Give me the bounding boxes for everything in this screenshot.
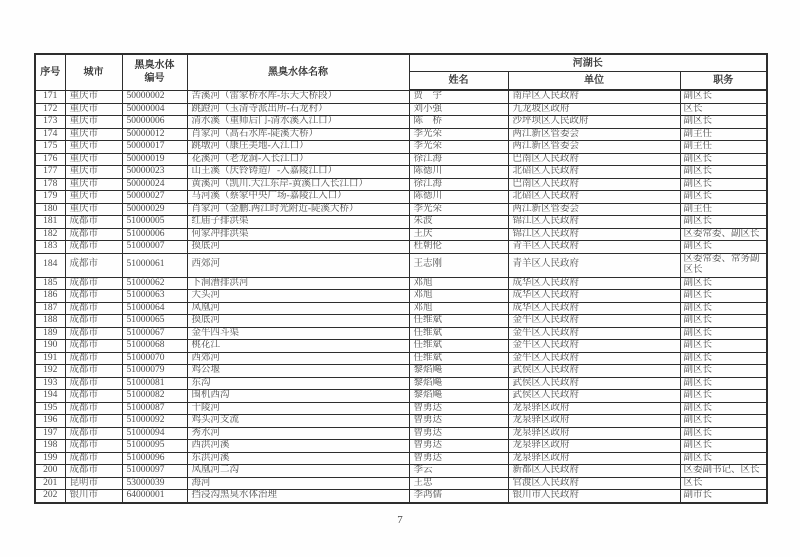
cell-index: 179 — [35, 191, 65, 204]
table-row — [35, 365, 767, 378]
cell-name: 摸底河 — [187, 315, 409, 328]
cell-name: 金牛四斗渠 — [187, 327, 409, 340]
cell-chief_title: 副区长 — [680, 166, 767, 179]
cell-index: 189 — [35, 327, 65, 340]
cell-chief_title: 副区长 — [680, 452, 767, 465]
cell-chief_name: 黎焰飚 — [409, 377, 508, 390]
cell-chief_name: 任维斌 — [409, 340, 508, 353]
cell-chief_name: 李光荣 — [409, 141, 508, 154]
cell-code: 51000063 — [122, 290, 187, 303]
cell-chief_name: 朱波 — [409, 216, 508, 229]
cell-chief_title: 区委常委、常务副区长 — [680, 253, 767, 277]
cell-city: 成都市 — [65, 315, 122, 328]
cell-chief_name: 任维斌 — [409, 327, 508, 340]
cell-chief_name: 李光荣 — [409, 203, 508, 216]
col-header-chief-name: 姓名 — [409, 72, 508, 91]
cell-chief_name: 陈 桥 — [409, 116, 508, 129]
cell-chief_title: 副区长 — [680, 440, 767, 453]
cell-name: 苦溪河（雷家桥水库-乐天大桥段） — [187, 90, 409, 103]
cell-index: 199 — [35, 452, 65, 465]
table-body — [35, 90, 767, 503]
cell-code: 50000024 — [122, 178, 187, 191]
table-row — [35, 153, 767, 166]
cell-chief_name: 陈德川 — [409, 166, 508, 179]
cell-city: 成都市 — [65, 302, 122, 315]
cell-chief_unit: 两江新区管委会 — [508, 203, 680, 216]
cell-chief_unit: 金牛区人民政府 — [508, 340, 680, 353]
cell-index: 198 — [35, 440, 65, 453]
cell-chief_name: 王志刚 — [409, 253, 508, 277]
cell-code: 51000095 — [122, 440, 187, 453]
cell-chief_unit: 武侯区人民政府 — [508, 365, 680, 378]
table-row — [35, 490, 767, 503]
cell-index: 178 — [35, 178, 65, 191]
col-header-code: 黑臭水体编号 — [122, 54, 187, 90]
table-row — [35, 427, 767, 440]
cell-city: 成都市 — [65, 390, 122, 403]
cell-code: 50000017 — [122, 141, 187, 154]
cell-city: 成都市 — [65, 365, 122, 378]
cell-chief_title: 区委常委、副区长 — [680, 228, 767, 241]
cell-name: 跳蹬河（玉清寺派出所-石龙村） — [187, 103, 409, 116]
cell-chief_name: 王庆 — [409, 228, 508, 241]
cell-name: 海河 — [187, 477, 409, 490]
cell-chief_unit: 沙坪坝区人民政府 — [508, 116, 680, 129]
cell-name: 肖家河（高石水库-陡溪大桥） — [187, 128, 409, 141]
cell-chief_name: 杜朝伦 — [409, 241, 508, 254]
cell-chief_title: 副区长 — [680, 390, 767, 403]
cell-chief_title: 副区长 — [680, 116, 767, 129]
blackwater-table — [34, 53, 768, 504]
table-row — [35, 290, 767, 303]
cell-city: 重庆市 — [65, 141, 122, 154]
cell-index: 183 — [35, 241, 65, 254]
cell-code: 51000065 — [122, 315, 187, 328]
table-row — [35, 103, 767, 116]
cell-chief_unit: 北碚区人民政府 — [508, 166, 680, 179]
cell-index: 200 — [35, 465, 65, 478]
cell-city: 银川市 — [65, 490, 122, 503]
cell-chief_unit: 巴南区人民政府 — [508, 178, 680, 191]
cell-name: 何家冲排洪渠 — [187, 228, 409, 241]
cell-city: 重庆市 — [65, 178, 122, 191]
cell-chief_name: 李鸿儒 — [409, 490, 508, 503]
cell-name: 马河溪（蔡家中央广场-嘉陵江入口） — [187, 191, 409, 204]
cell-chief_title: 副区长 — [680, 302, 767, 315]
cell-code: 51000005 — [122, 216, 187, 229]
cell-chief_unit: 龙泉驿区政府 — [508, 452, 680, 465]
cell-chief_unit: 成华区人民政府 — [508, 277, 680, 290]
cell-name: 西郊河 — [187, 253, 409, 277]
table-row — [35, 340, 767, 353]
cell-name: 红庙子排洪渠 — [187, 216, 409, 229]
cell-city: 成都市 — [65, 290, 122, 303]
cell-chief_name: 任维斌 — [409, 352, 508, 365]
cell-chief_name: 徐江海 — [409, 153, 508, 166]
cell-chief_unit: 九龙坡区政府 — [508, 103, 680, 116]
cell-city: 成都市 — [65, 241, 122, 254]
cell-code: 50000004 — [122, 103, 187, 116]
cell-chief_title: 副区长 — [680, 277, 767, 290]
cell-chief_name: 邓旭 — [409, 302, 508, 315]
cell-chief_unit: 锦江区人民政府 — [508, 216, 680, 229]
table-row — [35, 352, 767, 365]
cell-code: 50000002 — [122, 90, 187, 103]
cell-chief_title: 副区长 — [680, 90, 767, 103]
cell-name: 秀水河 — [187, 427, 409, 440]
cell-index: 177 — [35, 166, 65, 179]
cell-chief_name: 李云 — [409, 465, 508, 478]
cell-chief_name: 刘小强 — [409, 103, 508, 116]
cell-chief_title: 副区长 — [680, 415, 767, 428]
cell-index: 193 — [35, 377, 65, 390]
cell-chief_title: 副区长 — [680, 340, 767, 353]
cell-city: 成都市 — [65, 352, 122, 365]
cell-code: 50000023 — [122, 166, 187, 179]
cell-chief_unit: 两江新区管委会 — [508, 128, 680, 141]
cell-code: 51000087 — [122, 402, 187, 415]
cell-code: 51000092 — [122, 415, 187, 428]
table-row — [35, 141, 767, 154]
cell-name: 下涧漕排洪河 — [187, 277, 409, 290]
cell-chief_title: 区长 — [680, 103, 767, 116]
cell-chief_unit: 锦江区人民政府 — [508, 228, 680, 241]
cell-index: 171 — [35, 90, 65, 103]
cell-chief_unit: 官渡区人民政府 — [508, 477, 680, 490]
cell-chief_unit: 南岸区人民政府 — [508, 90, 680, 103]
cell-name: 西洪河溪 — [187, 440, 409, 453]
table-row — [35, 390, 767, 403]
cell-chief_name: 李光荣 — [409, 128, 508, 141]
cell-chief_name: 贾 宇 — [409, 90, 508, 103]
cell-chief_name: 曾勇达 — [409, 440, 508, 453]
cell-chief_unit: 银川市人民政府 — [508, 490, 680, 503]
table-row — [35, 377, 767, 390]
table-row — [35, 216, 767, 229]
cell-chief_title: 副区长 — [680, 402, 767, 415]
cell-name: 鸡头河支流 — [187, 415, 409, 428]
cell-index: 181 — [35, 216, 65, 229]
cell-chief_unit: 金牛区人民政府 — [508, 315, 680, 328]
cell-index: 182 — [35, 228, 65, 241]
cell-chief_title: 副区长 — [680, 327, 767, 340]
cell-chief_name: 曾勇达 — [409, 402, 508, 415]
cell-city: 成都市 — [65, 327, 122, 340]
cell-name: 摸底河 — [187, 241, 409, 254]
col-header-index: 序号 — [35, 54, 65, 90]
cell-chief_title: 副区长 — [680, 153, 767, 166]
cell-chief_title: 副区长 — [680, 377, 767, 390]
cell-chief_title: 副主任 — [680, 203, 767, 216]
table-row — [35, 90, 767, 103]
table-row — [35, 203, 767, 216]
cell-chief_title: 副区长 — [680, 191, 767, 204]
cell-chief_name: 黎焰飚 — [409, 365, 508, 378]
cell-chief_name: 邓旭 — [409, 290, 508, 303]
cell-chief_unit: 青羊区人民政府 — [508, 241, 680, 254]
cell-index: 175 — [35, 141, 65, 154]
cell-code: 64000001 — [122, 490, 187, 503]
cell-chief_name: 任维斌 — [409, 315, 508, 328]
cell-name: 挡浸沟黑臭水体治理 — [187, 490, 409, 503]
cell-city: 重庆市 — [65, 203, 122, 216]
cell-chief_unit: 金牛区人民政府 — [508, 352, 680, 365]
page-number: 7 — [397, 514, 403, 526]
cell-name: 大头河 — [187, 290, 409, 303]
cell-chief_title: 副区长 — [680, 365, 767, 378]
cell-name: 围机西沟 — [187, 390, 409, 403]
cell-city: 成都市 — [65, 377, 122, 390]
table-row — [35, 477, 767, 490]
cell-index: 176 — [35, 153, 65, 166]
cell-index: 190 — [35, 340, 65, 353]
cell-index: 185 — [35, 277, 65, 290]
cell-code: 51000007 — [122, 241, 187, 254]
table-row — [35, 128, 767, 141]
table-row — [35, 178, 767, 191]
cell-index: 202 — [35, 490, 65, 503]
cell-city: 成都市 — [65, 452, 122, 465]
cell-code: 51000067 — [122, 327, 187, 340]
col-header-chief-unit: 单位 — [508, 72, 680, 91]
cell-code: 51000061 — [122, 253, 187, 277]
cell-index: 180 — [35, 203, 65, 216]
cell-index: 196 — [35, 415, 65, 428]
cell-code: 50000029 — [122, 203, 187, 216]
cell-chief_name: 王忠 — [409, 477, 508, 490]
cell-name: 凤凰河二沟 — [187, 465, 409, 478]
cell-chief_name: 徐江海 — [409, 178, 508, 191]
cell-name: 东洪河溪 — [187, 452, 409, 465]
cell-name: 跳墩河（康庄美地-入江口） — [187, 141, 409, 154]
table-row — [35, 402, 767, 415]
cell-chief_title: 副区长 — [680, 315, 767, 328]
col-header-name: 黑臭水体名称 — [187, 54, 409, 90]
cell-chief_name: 陈德川 — [409, 191, 508, 204]
cell-chief_unit: 龙泉驿区政府 — [508, 427, 680, 440]
table-header — [35, 54, 767, 90]
cell-chief_unit: 龙泉驿区政府 — [508, 402, 680, 415]
col-header-chief-title: 职务 — [680, 72, 767, 91]
table-row — [35, 253, 767, 277]
cell-code: 51000097 — [122, 465, 187, 478]
cell-chief_unit: 两江新区管委会 — [508, 141, 680, 154]
table-row — [35, 166, 767, 179]
cell-chief_unit: 金牛区人民政府 — [508, 327, 680, 340]
table-row — [35, 415, 767, 428]
cell-index: 174 — [35, 128, 65, 141]
cell-chief_name: 黎焰飚 — [409, 390, 508, 403]
cell-chief_unit: 成华区人民政府 — [508, 302, 680, 315]
cell-name: 肖家河（金鹏.两江时光附近-陡溪大桥） — [187, 203, 409, 216]
cell-name: 十陵河 — [187, 402, 409, 415]
cell-name: 凤凰河 — [187, 302, 409, 315]
cell-code: 50000027 — [122, 191, 187, 204]
cell-chief_unit: 龙泉驿区政府 — [508, 415, 680, 428]
cell-chief_name: 曾勇达 — [409, 452, 508, 465]
cell-code: 51000070 — [122, 352, 187, 365]
cell-chief_title: 副区长 — [680, 241, 767, 254]
cell-city: 成都市 — [65, 340, 122, 353]
cell-chief_title: 副区长 — [680, 427, 767, 440]
cell-chief_title: 副区长 — [680, 290, 767, 303]
cell-chief_unit: 武侯区人民政府 — [508, 377, 680, 390]
cell-city: 成都市 — [65, 465, 122, 478]
cell-city: 重庆市 — [65, 103, 122, 116]
cell-chief_unit: 北碚区人民政府 — [508, 191, 680, 204]
cell-city: 成都市 — [65, 277, 122, 290]
cell-chief_title: 副区长 — [680, 178, 767, 191]
cell-city: 成都市 — [65, 402, 122, 415]
cell-city: 重庆市 — [65, 128, 122, 141]
cell-name: 鸡公堰 — [187, 365, 409, 378]
cell-code: 51000082 — [122, 390, 187, 403]
cell-city: 昆明市 — [65, 477, 122, 490]
cell-chief_unit: 新都区人民政府 — [508, 465, 680, 478]
cell-name: 山王溪（庆铃铸造厂-入嘉陵江口） — [187, 166, 409, 179]
cell-city: 重庆市 — [65, 153, 122, 166]
cell-city: 重庆市 — [65, 191, 122, 204]
cell-chief_title: 副主任 — [680, 141, 767, 154]
cell-chief_unit: 龙泉驿区政府 — [508, 440, 680, 453]
table-row — [35, 452, 767, 465]
cell-chief_title: 副主任 — [680, 128, 767, 141]
cell-chief_unit: 巴南区人民政府 — [508, 153, 680, 166]
cell-city: 成都市 — [65, 440, 122, 453]
col-header-chief-group: 河湖长 — [409, 54, 767, 72]
cell-name: 西郊河 — [187, 352, 409, 365]
cell-code: 51000094 — [122, 427, 187, 440]
cell-index: 187 — [35, 302, 65, 315]
table-row — [35, 116, 767, 129]
cell-chief_unit: 武侯区人民政府 — [508, 390, 680, 403]
cell-code: 50000019 — [122, 153, 187, 166]
cell-chief_title: 副区长 — [680, 216, 767, 229]
cell-index: 188 — [35, 315, 65, 328]
cell-chief_title: 区委副书记、区长 — [680, 465, 767, 478]
table-row — [35, 327, 767, 340]
table-row — [35, 302, 767, 315]
cell-city: 成都市 — [65, 253, 122, 277]
cell-chief_unit: 成华区人民政府 — [508, 290, 680, 303]
cell-name: 花溪河（老龙洞-入长江口） — [187, 153, 409, 166]
table-row — [35, 241, 767, 254]
table-row — [35, 315, 767, 328]
cell-city: 重庆市 — [65, 90, 122, 103]
col-header-city: 城市 — [65, 54, 122, 90]
table-row — [35, 277, 767, 290]
cell-chief_title: 区长 — [680, 477, 767, 490]
cell-city: 成都市 — [65, 228, 122, 241]
cell-code: 51000068 — [122, 340, 187, 353]
cell-index: 173 — [35, 116, 65, 129]
cell-chief_title: 副市长 — [680, 490, 767, 503]
cell-index: 201 — [35, 477, 65, 490]
cell-city: 成都市 — [65, 415, 122, 428]
cell-code: 53000039 — [122, 477, 187, 490]
cell-code: 51000096 — [122, 452, 187, 465]
cell-code: 50000012 — [122, 128, 187, 141]
cell-code: 50000006 — [122, 116, 187, 129]
table-row — [35, 465, 767, 478]
cell-city: 重庆市 — [65, 116, 122, 129]
cell-city: 重庆市 — [65, 166, 122, 179]
cell-index: 192 — [35, 365, 65, 378]
cell-name: 清水溪（重师后门-清水溪入江口） — [187, 116, 409, 129]
cell-chief_name: 曾勇达 — [409, 427, 508, 440]
cell-index: 191 — [35, 352, 65, 365]
cell-code: 51000062 — [122, 277, 187, 290]
cell-city: 成都市 — [65, 216, 122, 229]
cell-chief_title: 副区长 — [680, 352, 767, 365]
cell-name: 黄溪河（凯川.大江东岸-黄溪口入长江口） — [187, 178, 409, 191]
cell-name: 东沟 — [187, 377, 409, 390]
cell-city: 成都市 — [65, 427, 122, 440]
cell-index: 197 — [35, 427, 65, 440]
cell-code: 51000006 — [122, 228, 187, 241]
cell-code: 51000064 — [122, 302, 187, 315]
cell-index: 194 — [35, 390, 65, 403]
cell-index: 184 — [35, 253, 65, 277]
cell-index: 195 — [35, 402, 65, 415]
table-row — [35, 440, 767, 453]
cell-code: 51000079 — [122, 365, 187, 378]
table-row — [35, 228, 767, 241]
table-row — [35, 191, 767, 204]
cell-code: 51000081 — [122, 377, 187, 390]
cell-chief_unit: 青羊区人民政府 — [508, 253, 680, 277]
cell-name: 桃花江 — [187, 340, 409, 353]
cell-index: 172 — [35, 103, 65, 116]
cell-index: 186 — [35, 290, 65, 303]
cell-chief_name: 邓旭 — [409, 277, 508, 290]
cell-chief_name: 曾勇达 — [409, 415, 508, 428]
